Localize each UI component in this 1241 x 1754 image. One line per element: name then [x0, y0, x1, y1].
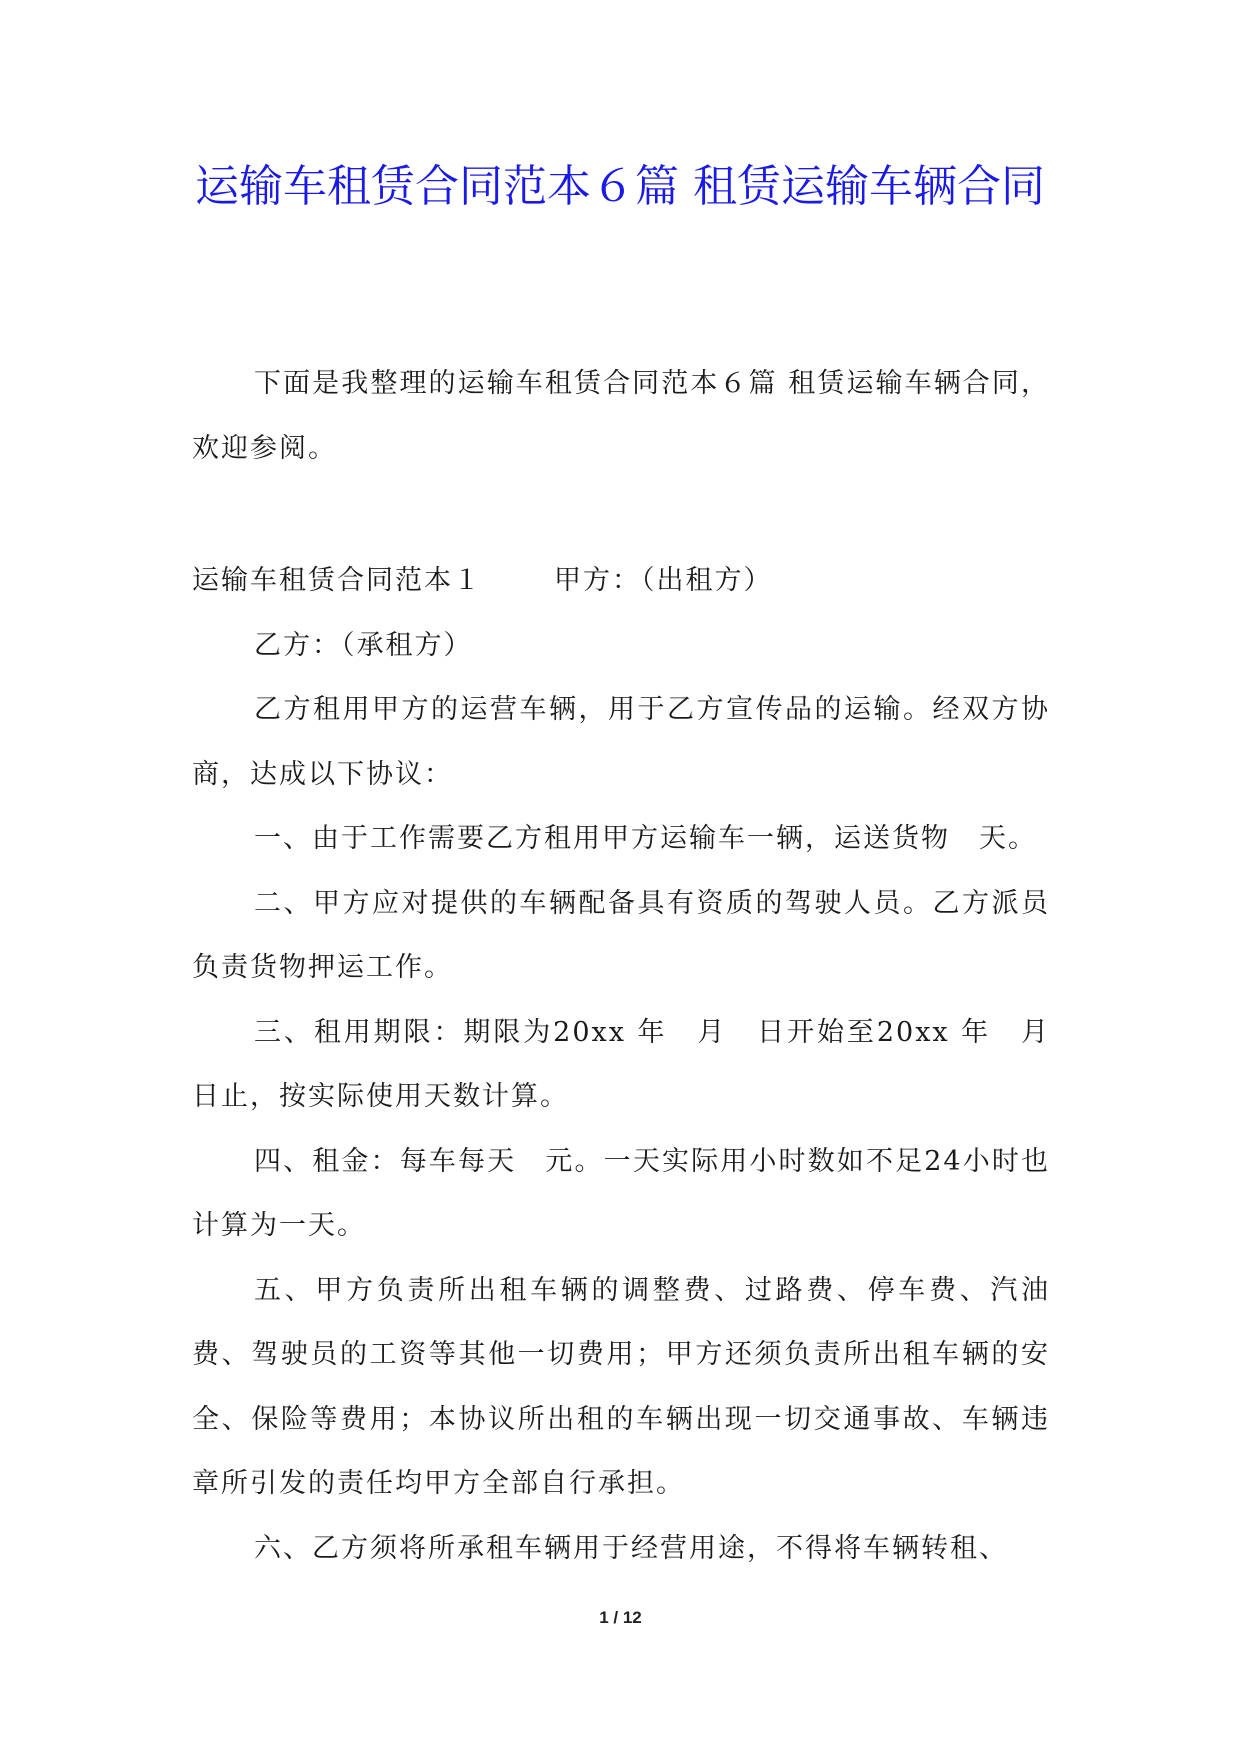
clause-paragraph: 四、租金：每车每天 元。一天实际用小时数如不足24小时也计算为一天。 [192, 1145, 1050, 1241]
clause-paragraph: 三、租用期限：期限为20xx 年 月 日开始至20xx 年 月 日止，按实际使用天数计算。 [192, 1016, 1079, 1112]
section-heading: 运输车租赁合同范本１ [192, 565, 482, 596]
clause-paragraph: 六、乙方须将所承租车辆用于经营用途，不得将车辆转租、 [254, 1532, 1008, 1564]
document-title: 运输车租赁合同范本６篇 租赁运输车辆合同 [195, 161, 1045, 212]
section-heading-line [192, 549, 1050, 614]
clause-paragraph: 乙方租用甲方的运营车辆，用于乙方宣传品的运输。经双方协商，达成以下协议： [192, 694, 1050, 790]
clause-paragraph: 二、甲方应对提供的车辆配备具有资质的驾驶人员。乙方派员负责货物押运工作。 [192, 887, 1050, 983]
party-b-label: 乙方：（承租方） [254, 629, 473, 661]
document-body [192, 352, 1079, 1581]
page-number: 1 / 12 [599, 1608, 642, 1627]
intro-paragraph: 下面是我整理的运输车租赁合同范本６篇 租赁运输车辆合同，欢迎参阅。 [192, 368, 1050, 464]
party-a-label: 甲方：（出租方） [554, 565, 773, 596]
clause-paragraph: 一、由于工作需要乙方租用甲方运输车一辆，运送货物 天。 [254, 823, 1037, 854]
clause-paragraph: 五、甲方负责所出租车辆的调整费、过路费、停车费、汽油费、驾驶员的工资等其他一切费用；甲方还须负责所出租车辆的安全、保险等费用；本协议所出租的车辆出现一切交通事故、车辆违章所引发的责任均甲方全部自行承担。 [192, 1274, 1050, 1499]
